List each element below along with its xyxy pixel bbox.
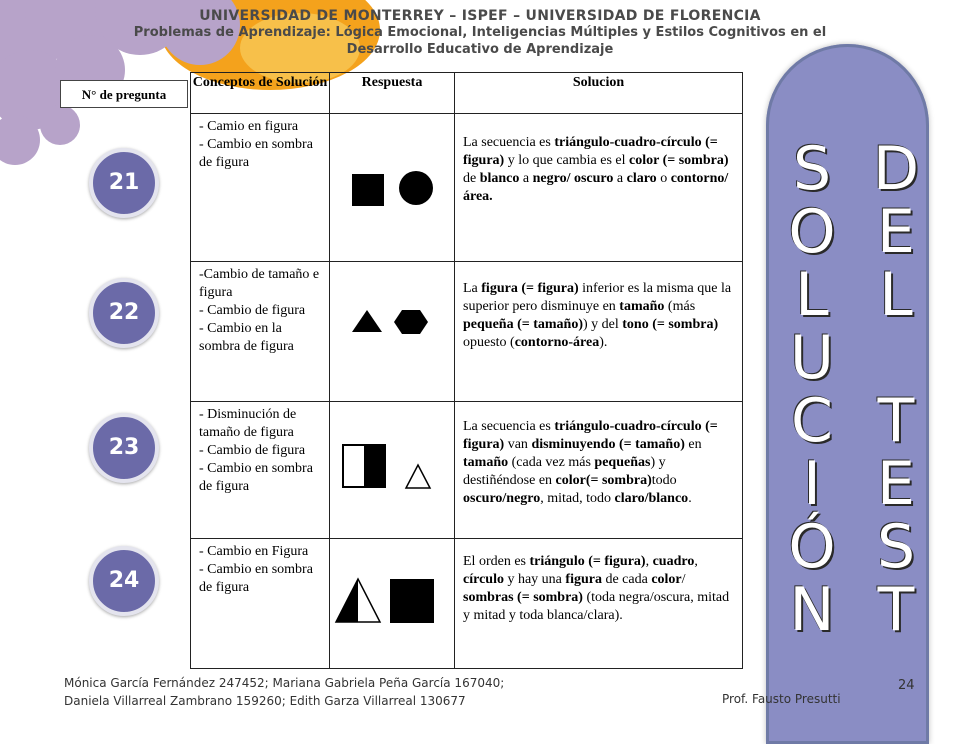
filled-triangle-icon: [352, 310, 382, 332]
filled-square-icon: [352, 174, 384, 206]
outline-triangle-icon: [406, 465, 430, 488]
answer-cell: [330, 262, 455, 402]
filled-square-icon: [390, 579, 434, 623]
table-row: [191, 539, 743, 669]
answer-figures-22: [330, 262, 452, 402]
footer-professor: Prof. Fausto Presutti: [722, 692, 841, 706]
answer-cell: [330, 402, 455, 539]
question-badge-23: 23: [89, 413, 159, 483]
page-number: 24: [898, 678, 915, 693]
banner-letter: T: [877, 575, 915, 645]
banner-letter: T: [877, 386, 915, 456]
question-badge-24: 24: [89, 546, 159, 616]
banner-letter: S: [876, 512, 916, 582]
table-row: [191, 402, 743, 539]
answer-cell: [330, 539, 455, 669]
banner-word-del-test: [866, 134, 926, 645]
header-concepts: Conceptos de Solución: [191, 73, 330, 114]
solution-cell: La secuencia es triángulo-cuadro-círculo (= figura) van disminuyendo (= tamaño) en tamaño (cada vez más pequeñas) y destiñéndose en color(= sombra)todo oscuro/negro, mitad, todo claro/blanco.: [455, 402, 743, 539]
question-badge-22: 22: [89, 278, 159, 348]
answer-figures-24: [330, 539, 452, 669]
filled-hexagon-icon: [394, 310, 428, 334]
banner-letter: O: [788, 197, 836, 267]
solution-cell: La secuencia es triángulo-cuadro-círculo (= figura) y lo que cambia es el color (= sombra) de blanco a negro/ oscuro a claro o contorno/área.: [455, 114, 743, 262]
header-university: UNIVERSIDAD DE MONTERREY – ISPEF – UNIVERSIDAD DE FLORENCIA: [199, 8, 761, 24]
concept-cell: - Cambio en Figura - Cambio en sombra de figura: [191, 539, 330, 669]
table-row: [191, 114, 743, 262]
solution-cell: La figura (= figura) inferior es la misma que la superior pero disminuye en tamaño (más pequeña (= tamaño)) y del tono (= sombra) opuesto (contorno-área).: [455, 262, 743, 402]
authors-line-1: Mónica García Fernández 247452; Mariana Gabriela Peña García 167040;: [64, 676, 505, 690]
solutions-table: [190, 72, 743, 669]
banner-letter: L: [879, 260, 913, 330]
banner-letter: D: [872, 134, 920, 204]
banner-letter: Ó: [788, 512, 836, 582]
concept-cell: - Camio en figura - Cambio en sombra de figura: [191, 114, 330, 262]
banner-word-solucion: [782, 134, 842, 645]
banner-letter: [866, 327, 926, 390]
footer-authors: [64, 674, 504, 710]
header-course-line2: Desarrollo Educativo de Aprendizaje: [346, 42, 614, 57]
banner-letter: U: [790, 323, 834, 393]
banner-letter: I: [803, 449, 821, 519]
solution-cell: El orden es triángulo (= figura), cuadro, círculo y hay una figura de cada color/ sombras (= sombra) (toda negra/oscura, mitad y mitad y toda blanca/clara).: [455, 539, 743, 669]
header-solution: Solucion: [455, 73, 743, 114]
banner-letter: C: [791, 386, 833, 456]
header: [110, 8, 850, 58]
table-row: [191, 262, 743, 402]
banner-letter: N: [789, 575, 835, 645]
banner-letter: L: [795, 260, 829, 330]
table-header-row: [191, 73, 743, 114]
concept-cell: - Disminución de tamaño de figura - Cambio de figura - Cambio en sombra de figura: [191, 402, 330, 539]
answer-cell: [330, 114, 455, 262]
answer-figures-23: [330, 402, 452, 539]
question-badge-21: 21: [89, 148, 159, 218]
question-number-label: N° de pregunta: [60, 80, 188, 108]
header-answer: Respuesta: [330, 73, 455, 114]
banner-letter: E: [877, 197, 915, 267]
filled-circle-icon: [399, 171, 433, 205]
banner-letter: E: [877, 449, 915, 519]
answer-figures-21: [330, 114, 452, 262]
banner-letter: S: [792, 134, 832, 204]
authors-line-2: Daniela Villarreal Zambrano 159260; Edith Garza Villarreal 130677: [64, 694, 466, 708]
concept-cell: -Cambio de tamaño e figura - Cambio de figura - Cambio en la sombra de figura: [191, 262, 330, 402]
header-course-line1: Problemas de Aprendizaje: Lógica Emocional, Inteligencias Múltiples y Estilos Cognitivos en el: [133, 25, 827, 40]
